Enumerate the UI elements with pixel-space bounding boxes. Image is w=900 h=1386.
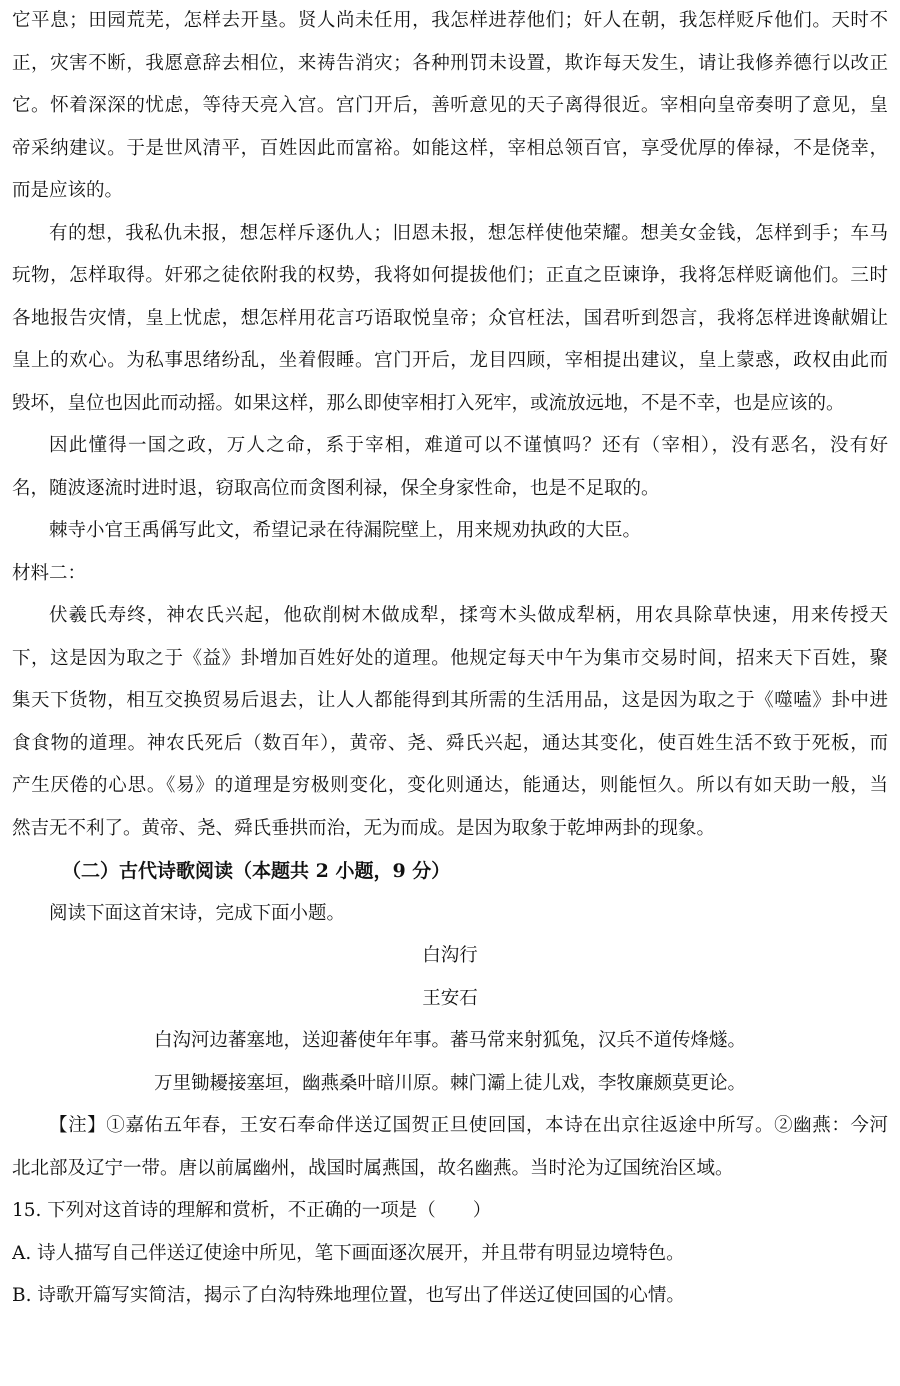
- material-two-label: 材料二：: [12, 562, 87, 584]
- text-line: 然吉无不利了。黄帝、尧、舜氏垂拱而治，无为而成。是因为取象于乾坤两卦的现象。: [12, 817, 716, 839]
- text-line: 有的想，我私仇未报，想怎样斥逐仇人；旧恩未报，想怎样使他荣耀。想美女金钱，怎样到手；车马: [49, 222, 888, 244]
- section-instruction: 阅读下面这首宋诗，完成下面小题。: [49, 902, 346, 924]
- text-line: 它平息；田园荒芜，怎样去开垦。贤人尚未任用，我怎样进荐他们；奸人在朝，我怎样贬斥他们。天时不: [12, 10, 888, 31]
- question-stem: 15. 下列对这首诗的理解和赏析，不正确的一项是（ ）: [12, 1200, 492, 1221]
- option-a[interactable]: A. 诗人描写自己伴送辽使途中所见，笔下画面逐次展开，并且带有明显边境特色。: [12, 1242, 685, 1264]
- text-line: 产生厌倦的心思。《易》的道理是穷极则变化，变化则通达，能通达，则能恒久。所以有如天助一般，当: [12, 775, 888, 796]
- note-line: 【注】①嘉佑五年春，王安石奉命伴送辽国贺正旦使回国，本诗在出京往返途中所写。②幽燕：今河: [49, 1115, 888, 1136]
- text-line: 皇上的欢心。为私事思绪纷乱，坐着假睡。宫门开后，龙目四顾，宰相提出建议，皇上蒙惑，政权由此而: [12, 350, 888, 371]
- text-line: 而是应该的。: [12, 180, 124, 201]
- text-line: 毁坏，皇位也因此而动摇。如果这样，那么即使宰相打入死牢，或流放远地，不是不幸，也是应该的。: [12, 392, 845, 414]
- poem-line: 万里锄耰接塞垣，幽燕桑叶暗川原。棘门灞上徒儿戏，李牧廉颇莫更论。: [153, 1072, 746, 1094]
- poem: [12, 935, 888, 1105]
- document-page: [12, 0, 888, 1318]
- text-line: 集天下货物，相互交换贸易后退去，让人人都能得到其所需的生活用品，这是因为取之于《噬嗑》卦中进: [12, 690, 888, 711]
- text-line: 名，随波逐流时进时退，窃取高位而贪图利禄，保全身家性命，也是不足取的。: [12, 477, 660, 499]
- poem-line: 白沟河边蕃塞地，送迎蕃使年年事。蕃马常来射狐兔，汉兵不道传烽燧。: [153, 1030, 746, 1051]
- text-line: 因此懂得一国之政，万人之命，系于宰相，难道可以不谨慎吗？还有（宰相），没有恶名，没有好: [49, 435, 888, 456]
- note-line: 北北部及辽宁一带。唐以前属幽州，战国时属燕国，故名幽燕。当时沦为辽国统治区域。: [12, 1157, 734, 1179]
- material-one-tail: [12, 0, 888, 213]
- text-line: 伏羲氏寿终，神农氏兴起，他砍削树木做成犁，揉弯木头做成犁柄，用农具除草快速，用来传授天: [49, 605, 888, 626]
- poem-note: [12, 1105, 888, 1190]
- question-15: [12, 1190, 888, 1318]
- text-line: 它。怀着深深的忧虑，等待天亮入宫。宫门开后，善听意见的天子离得很近。宰相向皇帝奏明了意见，皇: [12, 95, 888, 116]
- paragraph-selfish-minister: [12, 213, 888, 426]
- paragraph-conclusion: [12, 425, 888, 510]
- text-line: 正，灾害不断，我愿意辞去相位，来祷告消灾；各种刑罚未设置，欺诈每天发生，请让我修养德行以改正: [12, 52, 888, 74]
- text-line: 各地报告灾情，皇上忧虑，想怎样用花言巧语取悦皇帝；众官枉法，国君听到怨言，我将怎样进谗献媚让: [12, 307, 888, 329]
- text-line: 帝采纳建议。于是世风清平，百姓因此而富裕。如能这样，宰相总领百官，享受优厚的俸禄，不是侥幸，: [12, 137, 888, 159]
- poem-author: 王安石: [422, 987, 478, 1009]
- option-b[interactable]: B. 诗歌开篇写实简洁，揭示了白沟特殊地理位置，也写出了伴送辽使回国的心情。: [12, 1285, 685, 1306]
- poem-title: 白沟行: [422, 945, 478, 966]
- text-line: 下，这是因为取之于《益》卦增加百姓好处的道理。他规定每天中午为集市交易时间，招来天下百姓，聚: [12, 647, 888, 669]
- text-line: 玩物，怎样取得。奸邪之徒依附我的权势，我将如何提拔他们；正直之臣谏诤，我将怎样贬谪他们。三时: [12, 265, 888, 286]
- text-line: 食食物的道理。神农氏死后（数百年），黄帝、尧、舜氏兴起，通达其变化，使百姓生活不致于死板，而: [12, 732, 888, 754]
- material-two-body: [12, 595, 888, 850]
- section-heading: （二）古代诗歌阅读（本题共 2 小题，9 分）: [62, 860, 451, 882]
- paragraph-author-note: 棘寺小官王禹偁写此文，希望记录在待漏院壁上，用来规劝执政的大臣。: [49, 520, 642, 541]
